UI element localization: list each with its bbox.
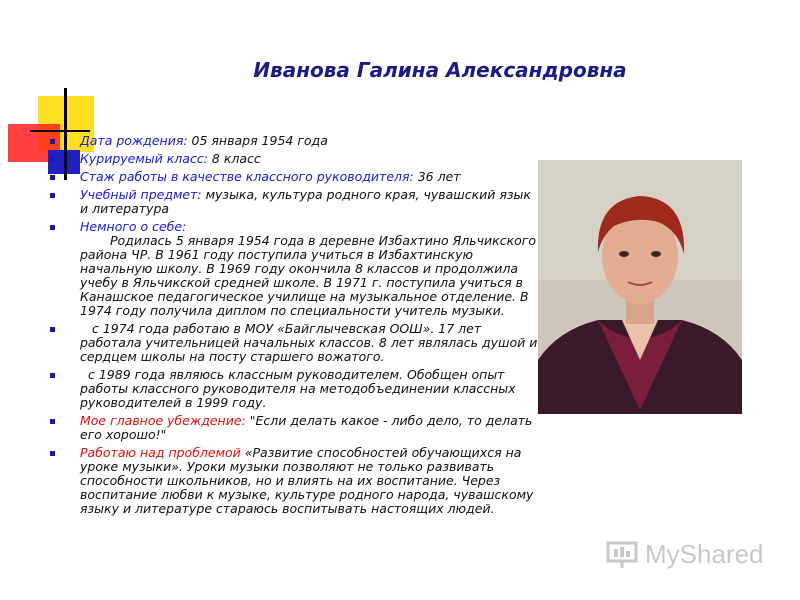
bullet-icon (50, 193, 55, 198)
item-text: с 1974 года работаю в МОУ «Байглычевская ООШ». 17 лет работала учительницей начальных классов. 8 лет являлась душой и сердцем школы на посту старшего вожатого. (80, 321, 538, 364)
item-value: 8 класс (211, 151, 261, 166)
bullet-icon (50, 373, 55, 378)
list-item (46, 446, 538, 516)
item-value: 36 лет (417, 169, 461, 184)
item-label: Дата рождения: (80, 133, 188, 148)
bullet-icon (50, 175, 55, 180)
item-label: Немного о себе: (80, 219, 187, 234)
presentation-icon (605, 539, 639, 569)
list-item (46, 170, 538, 184)
item-text: с 1989 года являюсь классным руководителем. Обобщен опыт работы классного руководителя на методобъединении классных руководителей в 1999 году. (80, 367, 516, 410)
item-label: Учебный предмет: (80, 187, 202, 202)
bio-list (46, 134, 538, 520)
item-label: Стаж работы в качестве классного руководителя: (80, 169, 414, 184)
item-label: Мое главное убеждение: (80, 413, 246, 428)
bullet-icon (50, 327, 55, 332)
bullet-icon (50, 157, 55, 162)
list-item (46, 188, 538, 216)
list-item (46, 414, 538, 442)
item-label: Курируемый класс: (80, 151, 208, 166)
item-value: Родилась 5 января 1954 года в деревне Избахтино Яльчикского района ЧР. В 1961 году поступила учиться в Избахтинскую начальную школу. В 1969 году окончила 8 классов и продолжила учебу в Яльчикской средней школе. В 1971 г. поступила учиться в Канашское педагогическое училище на музыкальное отделение. В 1974 году получила диплом по специальности учитель музыки. (80, 233, 537, 318)
item-label: Работаю над проблемой (80, 445, 241, 460)
list-item (46, 134, 538, 148)
item-value: «Развитие способностей обучающихся на уроке музыки». Уроки музыки позволяют не только развивать способности школьников, но и влиять на их воспитание. Через воспитание любви к музыке, культуре родного народа, чувашскому языку и литературе стараюсь воспитывать настоящих людей. (80, 445, 534, 516)
bullet-icon (50, 451, 55, 456)
item-value: 05 января 1954 года (191, 133, 328, 148)
list-item (46, 220, 538, 318)
page-title: Иванова Галина Александровна (253, 58, 627, 82)
list-item (46, 368, 538, 410)
watermark-text: MyShared (645, 538, 764, 569)
bullet-icon (50, 225, 55, 230)
portrait-photo (538, 160, 742, 414)
bullet-icon (50, 419, 55, 424)
bullet-icon (50, 139, 55, 144)
decor-horizontal-line (30, 130, 90, 132)
item-value: музыка, культура родного края, чувашский язык и литература (80, 187, 531, 216)
list-item (46, 152, 538, 166)
item-value: "Если делать какое - либо дело, то делать его хорошо!" (80, 413, 533, 442)
list-item (46, 322, 538, 364)
watermark-logo (605, 536, 764, 572)
